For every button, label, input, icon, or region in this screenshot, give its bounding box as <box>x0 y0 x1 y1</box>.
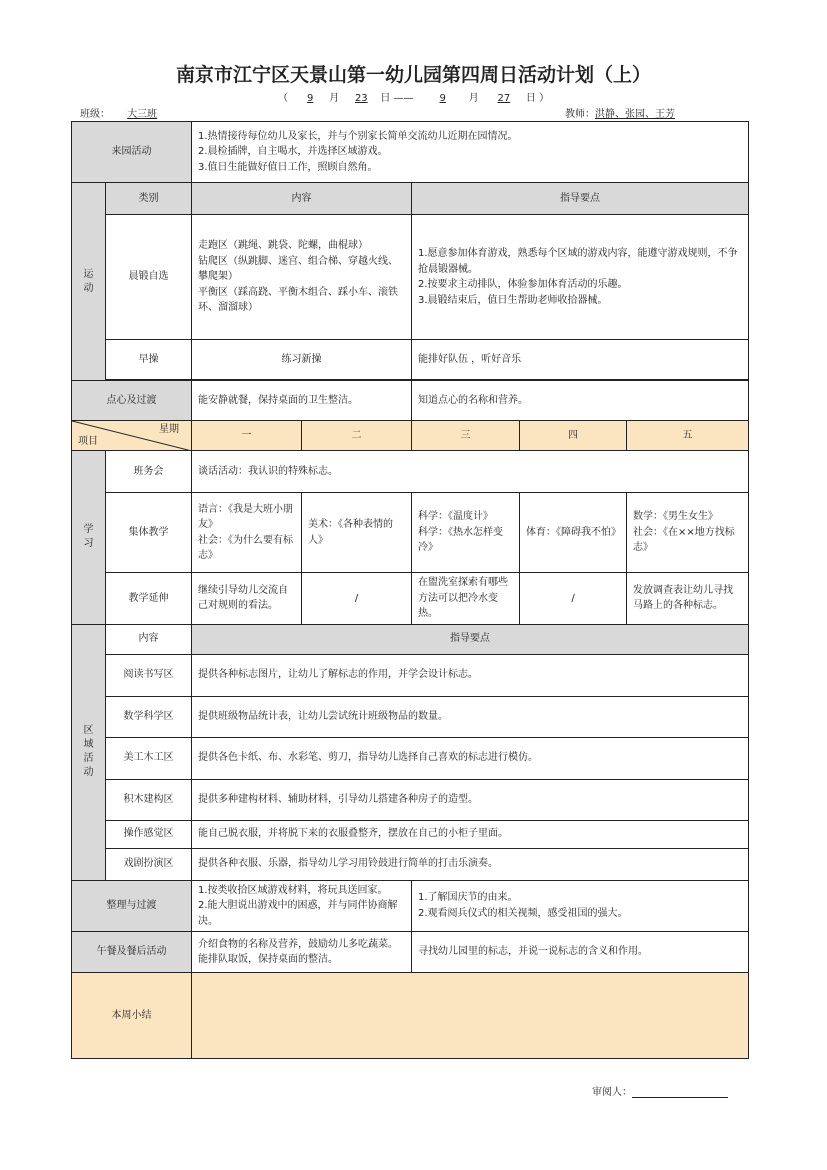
area-guide: 提供各色卡纸、布、水彩笔、剪刀，指导幼儿选择自己喜欢的标志进行模仿。 <box>192 737 749 779</box>
lunch-row <box>72 932 749 973</box>
sport-header-row <box>72 183 749 215</box>
morning-zone: 走跑区（跳绳、跳袋、陀螺，曲棍球） <box>198 240 368 252</box>
date-range <box>0 89 827 104</box>
lesson: 科学：《热水怎样变冷》 <box>418 526 503 554</box>
tidy-left <box>192 880 412 932</box>
lesson: 美术：《各种表情的人》 <box>308 519 393 546</box>
lesson: 体育：《障碍我不怕》 <box>526 526 621 538</box>
area-name: 戏剧扮演区 <box>106 848 192 880</box>
teacher-info <box>565 105 705 120</box>
extension-tue: / <box>302 573 412 625</box>
tidy-line: 1.了解国庆节的由来。 <box>418 892 518 904</box>
reviewer-signature-line[interactable] <box>632 1087 728 1098</box>
sport-exercise-row <box>72 340 749 380</box>
arrival-row <box>72 122 749 183</box>
tidy-label: 整理与过渡 <box>72 880 192 932</box>
exercise-content: 练习新操 <box>192 340 412 380</box>
morning-content <box>192 215 412 340</box>
extension-wed: 在盥洗室探索有哪些方法可以把冷水变热。 <box>412 573 520 625</box>
end-day: 27 <box>497 93 511 104</box>
exercise-label: 早操 <box>106 340 192 380</box>
study-group-row <box>72 493 749 573</box>
morning-guide-line: 2.按要求主动排队，体验参加体育活动的乐趣。 <box>418 279 628 290</box>
class-value: 大三班 <box>127 109 158 120</box>
area-row <box>72 696 749 737</box>
group-thu <box>520 493 627 573</box>
sport-col-content: 内容 <box>192 183 412 215</box>
tidy-line: 2.观看阅兵仪式的相关视频，感受祖国的强大。 <box>418 907 628 919</box>
extension-thu: / <box>520 573 627 625</box>
class-label: 班级： <box>80 109 110 120</box>
area-row <box>72 779 749 820</box>
area-name: 阅读书写区 <box>106 654 192 696</box>
lesson: 社会：《在××地方找标志》 <box>633 526 735 554</box>
morning-zone: 平衡区（踩高跷、平衡木组合、踩小车、滚铁环、溜溜球） <box>198 286 398 314</box>
area-name: 美工木工区 <box>106 737 192 779</box>
summary-label: 本周小结 <box>72 973 192 1059</box>
tidy-right <box>412 880 749 932</box>
start-day: 23 <box>354 93 368 104</box>
lesson: 语言：《我是大班小朋友》 <box>198 503 293 530</box>
teacher-value: 洪静、张园、王芳 <box>595 109 675 120</box>
sport-col-type: 类别 <box>106 183 192 215</box>
area-row <box>72 654 749 696</box>
day-header: 五 <box>627 421 749 451</box>
week-top-label: 星期 <box>159 424 179 435</box>
sport-label <box>72 183 106 381</box>
class-info <box>80 105 177 120</box>
summary-row <box>72 973 749 1059</box>
extension-mon: 继续引导幼儿交流自己对规则的看法。 <box>192 573 302 625</box>
extension-fri: 发放调查表让幼儿寻找马路上的各种标志。 <box>627 573 749 625</box>
month-label: 月 <box>468 93 479 104</box>
area-guide: 提供班级物品统计表，让幼儿尝试统计班级物品的数量。 <box>192 696 749 737</box>
month-label: 月 <box>329 93 340 104</box>
arrival-line: 2.晨检插牌，自主喝水，并选择区域游戏。 <box>198 146 388 158</box>
study-meeting-row <box>72 451 749 493</box>
snack-label: 点心及过渡 <box>72 381 192 421</box>
week-bottom-label: 项目 <box>78 435 98 447</box>
meeting-label: 班务会 <box>106 451 192 493</box>
page-title: 南京市江宁区天景山第一幼儿园第四周日活动计划（上） <box>175 64 651 86</box>
area-name: 积木建构区 <box>106 779 192 820</box>
area-name: 数学科学区 <box>106 696 192 737</box>
date-bracket-close: ） <box>539 93 550 104</box>
arrival-content <box>192 122 749 183</box>
snack-row <box>72 381 749 421</box>
group-fri <box>627 493 749 573</box>
area-row <box>72 737 749 779</box>
lunch-left <box>192 932 412 973</box>
morning-guide <box>412 215 749 340</box>
area-row <box>72 848 749 880</box>
morning-guide-line: 3.晨锻结束后，值日生帮助老师收拾器械。 <box>418 294 608 306</box>
meeting-content: 谈话活动：我认识的特殊标志。 <box>192 451 749 493</box>
arrival-line: 3.值日生能做好值日工作，照顾自然角。 <box>198 161 378 173</box>
day-label: 日 <box>525 93 536 104</box>
activity-plan-table <box>71 121 749 1059</box>
week-diagonal-cell <box>72 421 192 451</box>
day-header: 三 <box>412 421 520 451</box>
area-name: 操作感觉区 <box>106 820 192 848</box>
lunch-line: 介绍食物的名称及营养，鼓励幼儿多吃蔬菜。 <box>198 938 398 950</box>
reviewer-label: 审阅人： <box>592 1087 632 1098</box>
tidy-line: 1.按类收拾区域游戏材料，将玩具送回家。 <box>198 884 388 896</box>
snack-content: 能安静就餐，保持桌面的卫生整洁。 <box>192 381 412 421</box>
sport-morning-row <box>72 215 749 340</box>
snack-guide: 知道点心的名称和营养。 <box>412 381 749 421</box>
area-label-text: 区域活动 <box>83 725 94 778</box>
area-col-content: 内容 <box>106 624 192 654</box>
day-label: 日 <box>380 93 391 104</box>
group-wed <box>412 493 520 573</box>
day-header: 一 <box>192 421 302 451</box>
end-month: 9 <box>439 93 446 104</box>
lesson: 社会：《为什么要有标志》 <box>198 534 293 561</box>
extension-label: 教学延伸 <box>106 573 192 625</box>
group-mon <box>192 493 302 573</box>
sport-col-guide: 指导要点 <box>412 183 749 215</box>
day-header: 四 <box>520 421 627 451</box>
area-label <box>72 624 106 880</box>
morning-guide-line: 1.愿意参加体育游戏，熟悉每个区域的游戏内容，能遵守游戏规则，不争抢晨锻器械。 <box>418 248 738 275</box>
lesson: 科学：《温度计》 <box>418 511 493 523</box>
area-guide: 提供各种标志图片，让幼儿了解标志的作用，并学会设计标志。 <box>192 654 749 696</box>
morning-label: 晨锻自选 <box>106 215 192 340</box>
area-guide: 提供多种建构材料、辅助材料，引导幼儿搭建各种房子的造型。 <box>192 779 749 820</box>
day-header: 二 <box>302 421 412 451</box>
area-guide: 能自己脱衣服，并将脱下来的衣服叠整齐，摆放在自己的小柜子里面。 <box>192 820 749 848</box>
group-tue <box>302 493 412 573</box>
lunch-right: 寻找幼儿园里的标志，并说一说标志的含义和作用。 <box>412 932 749 973</box>
exercise-guide: 能排好队伍 ，听好音乐 <box>412 340 749 380</box>
sport-label-text: 运动 <box>83 268 94 294</box>
teacher-label: 教师： <box>565 109 595 120</box>
date-bracket-open: （ <box>277 93 288 104</box>
lesson: 数学：《男生女生》 <box>633 511 718 523</box>
morning-zone: 钻爬区（纵跳脚、迷宫、组合梯、穿越火线、攀爬架） <box>198 255 398 283</box>
area-row <box>72 820 749 848</box>
study-label <box>72 451 106 625</box>
reviewer <box>592 1083 728 1098</box>
tidy-row <box>72 880 749 932</box>
lunch-line: 能排队取饭，保持桌面的整洁。 <box>198 954 338 965</box>
week-header-row <box>72 421 749 451</box>
study-label-text: 学习 <box>83 524 94 550</box>
date-separator: —— <box>393 93 414 104</box>
group-label: 集体教学 <box>106 493 192 573</box>
area-header-row <box>72 624 749 654</box>
area-col-guide: 指导要点 <box>192 624 749 654</box>
start-month: 9 <box>306 93 314 104</box>
tidy-line: 2.能大胆说出游戏中的困惑，并与同伴协商解决。 <box>198 900 398 927</box>
arrival-line: 1.热情接待每位幼儿及家长，并与个别家长简单交流幼儿近期在园情况。 <box>198 130 518 142</box>
lunch-label: 午餐及餐后活动 <box>72 932 192 973</box>
area-guide: 提供各种衣服、乐器，指导幼儿学习用铃鼓进行简单的打击乐演奏。 <box>192 848 749 880</box>
arrival-label: 来园活动 <box>72 122 192 183</box>
study-extension-row <box>72 573 749 625</box>
summary-content[interactable] <box>192 973 749 1059</box>
